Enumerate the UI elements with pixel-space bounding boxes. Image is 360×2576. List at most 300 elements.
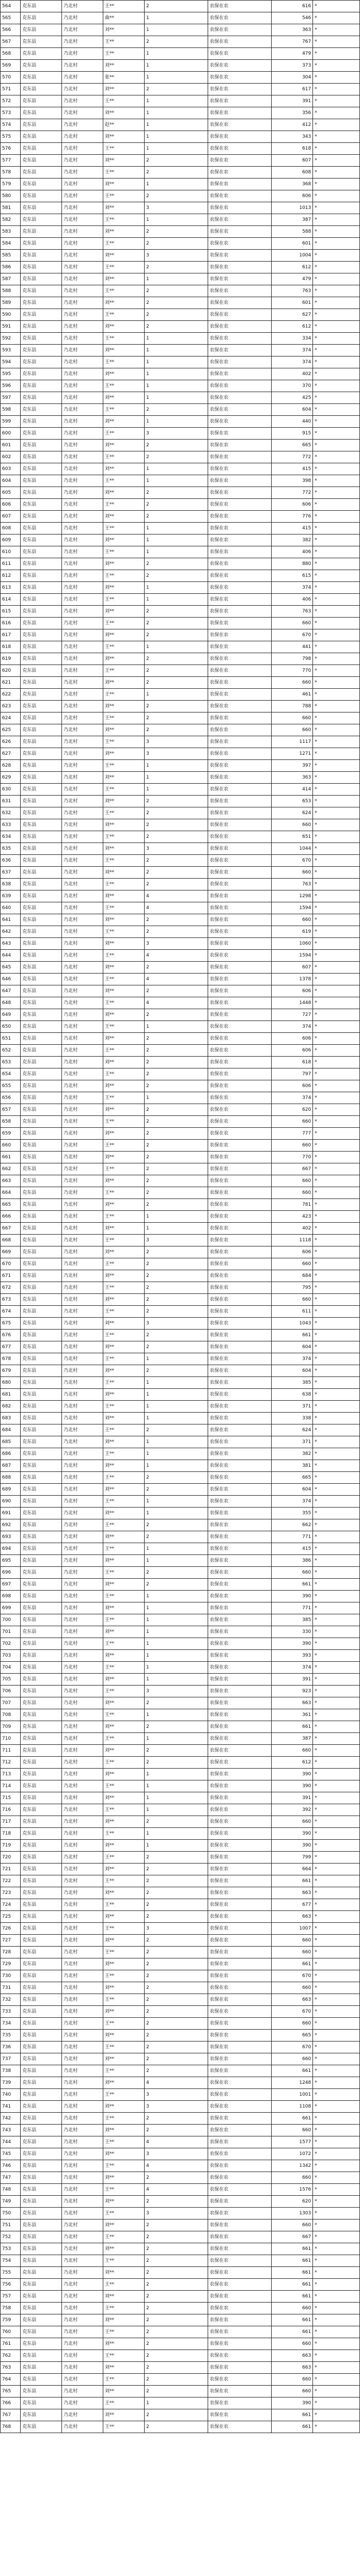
amount-cell: 363	[272, 24, 313, 36]
village-cell: 乃北村	[62, 1353, 103, 1365]
table-row	[1, 107, 360, 119]
table-row	[1, 1175, 360, 1187]
county-cell: 克东县	[21, 36, 62, 48]
type-cell: 农保在农	[208, 582, 272, 594]
people-cell: 2	[144, 2172, 208, 2184]
village-cell: 乃北村	[62, 167, 103, 179]
village-cell: 乃北村	[62, 262, 103, 273]
village-cell: 乃北村	[62, 143, 103, 155]
amount-cell: 670	[272, 1970, 313, 1982]
people-cell: 2	[144, 1852, 208, 1864]
row-index: 586	[1, 262, 21, 273]
type-cell: 农保在农	[208, 867, 272, 879]
table-row	[1, 285, 360, 297]
amount-cell: 665	[272, 1472, 313, 1484]
amount-cell: 660	[272, 2338, 313, 2350]
village-cell: 乃北村	[62, 1496, 103, 1508]
type-cell: 农保在农	[208, 380, 272, 392]
village-cell: 乃北村	[62, 1840, 103, 1852]
name-cell: 王**	[103, 1401, 145, 1413]
name-cell: 王**	[103, 309, 145, 321]
amount-cell: 546	[272, 12, 313, 24]
amount-cell: 660	[272, 819, 313, 831]
name-cell: 刘**	[103, 1413, 145, 1424]
county-cell: 克东县	[21, 2006, 62, 2018]
amount-cell: 670	[272, 629, 313, 641]
table-row	[1, 1377, 360, 1389]
type-cell: 农保在农	[208, 1543, 272, 1555]
note-cell: *	[313, 1567, 360, 1579]
type-cell: 农保在农	[208, 760, 272, 772]
village-cell: 乃北村	[62, 665, 103, 677]
amount-cell: 660	[272, 1187, 313, 1199]
people-cell: 1	[144, 273, 208, 285]
note-cell: *	[313, 2184, 360, 2196]
amount-cell: 660	[272, 1947, 313, 1958]
people-cell: 1	[144, 119, 208, 131]
row-index: 761	[1, 2338, 21, 2350]
type-cell: 农保在农	[208, 463, 272, 475]
table-row	[1, 511, 360, 523]
people-cell: 2	[144, 1970, 208, 1982]
note-cell: *	[313, 523, 360, 534]
row-index: 680	[1, 1377, 21, 1389]
note-cell: *	[313, 594, 360, 606]
village-cell: 乃北村	[62, 2314, 103, 2326]
people-cell: 2	[144, 1864, 208, 1875]
village-cell: 乃北村	[62, 2326, 103, 2338]
row-index: 611	[1, 558, 21, 570]
name-cell: 王**	[103, 1614, 145, 1626]
table-row	[1, 380, 360, 392]
amount-cell: 402	[272, 368, 313, 380]
note-cell: *	[313, 1068, 360, 1080]
table-row	[1, 463, 360, 475]
table-row	[1, 1413, 360, 1424]
type-cell: 农保在农	[208, 131, 272, 143]
table-row	[1, 1092, 360, 1104]
note-cell: *	[313, 1, 360, 12]
row-index: 643	[1, 938, 21, 950]
name-cell: 王**	[103, 1, 145, 12]
people-cell: 1	[144, 1496, 208, 1508]
county-cell: 克东县	[21, 1733, 62, 1745]
people-cell: 2	[144, 285, 208, 297]
amount-cell: 663	[272, 2362, 313, 2374]
note-cell: *	[313, 297, 360, 309]
row-index: 595	[1, 368, 21, 380]
county-cell: 克东县	[21, 1721, 62, 1733]
people-cell: 2	[144, 1152, 208, 1163]
type-cell: 农保在农	[208, 2350, 272, 2362]
name-cell: 王**	[103, 1567, 145, 1579]
name-cell: 王**	[103, 594, 145, 606]
note-cell: *	[313, 1591, 360, 1602]
row-index: 744	[1, 2136, 21, 2148]
village-cell: 乃北村	[62, 546, 103, 558]
village-cell: 乃北村	[62, 2089, 103, 2101]
row-index: 755	[1, 2267, 21, 2279]
table-row	[1, 1638, 360, 1650]
type-cell: 农保在农	[208, 1947, 272, 1958]
name-cell: 王**	[103, 1472, 145, 1484]
people-cell: 2	[144, 84, 208, 95]
type-cell: 农保在农	[208, 2184, 272, 2196]
row-index: 707	[1, 1697, 21, 1709]
county-cell: 克东县	[21, 558, 62, 570]
county-cell: 克东县	[21, 297, 62, 309]
note-cell: *	[313, 689, 360, 701]
table-row	[1, 1757, 360, 1769]
row-index: 756	[1, 2279, 21, 2291]
people-cell: 1	[144, 594, 208, 606]
type-cell: 农保在农	[208, 902, 272, 914]
people-cell: 2	[144, 1982, 208, 1994]
village-cell: 乃北村	[62, 1958, 103, 1970]
people-cell: 1	[144, 1626, 208, 1638]
table-row	[1, 2006, 360, 2018]
table-row	[1, 1543, 360, 1555]
table-row	[1, 1602, 360, 1614]
people-cell: 2	[144, 1045, 208, 1057]
village-cell: 乃北村	[62, 2291, 103, 2303]
table-row	[1, 1116, 360, 1128]
note-cell: *	[313, 736, 360, 748]
note-cell: *	[313, 1484, 360, 1496]
county-cell: 克东县	[21, 1852, 62, 1864]
name-cell: 刘**	[103, 1080, 145, 1092]
type-cell: 农保在农	[208, 1674, 272, 1686]
note-cell: *	[313, 155, 360, 167]
people-cell: 1	[144, 1211, 208, 1223]
note-cell: *	[313, 24, 360, 36]
row-index: 742	[1, 2113, 21, 2125]
amount-cell: 771	[272, 1602, 313, 1614]
note-cell: *	[313, 712, 360, 724]
note-cell: *	[313, 1780, 360, 1792]
people-cell: 1	[144, 1840, 208, 1852]
village-cell: 乃北村	[62, 309, 103, 321]
type-cell: 农保在农	[208, 1958, 272, 1970]
name-cell: 王**	[103, 1709, 145, 1721]
county-cell: 克东县	[21, 451, 62, 463]
name-cell: 王**	[103, 1638, 145, 1650]
row-index: 741	[1, 2101, 21, 2113]
village-cell: 乃北村	[62, 119, 103, 131]
note-cell: *	[313, 618, 360, 629]
amount-cell: 660	[272, 1140, 313, 1152]
note-cell: *	[313, 629, 360, 641]
note-cell: *	[313, 2113, 360, 2125]
village-cell: 乃北村	[62, 1199, 103, 1211]
county-cell: 克东县	[21, 2397, 62, 2409]
note-cell: *	[313, 1258, 360, 1270]
county-cell: 克东县	[21, 1602, 62, 1614]
amount-cell: 797	[272, 1068, 313, 1080]
amount-cell: 392	[272, 1804, 313, 1816]
table-row	[1, 1745, 360, 1757]
table-row	[1, 451, 360, 463]
note-cell: *	[313, 60, 360, 72]
row-index: 714	[1, 1780, 21, 1792]
note-cell: *	[313, 2196, 360, 2208]
note-cell: *	[313, 1496, 360, 1508]
table-row	[1, 1436, 360, 1448]
name-cell: 刘**	[103, 511, 145, 523]
table-row	[1, 2208, 360, 2219]
note-cell: *	[313, 1282, 360, 1294]
village-cell: 乃北村	[62, 2077, 103, 2089]
table-row	[1, 1306, 360, 1318]
people-cell: 2	[144, 2231, 208, 2243]
people-cell: 1	[144, 1508, 208, 1519]
village-cell: 乃北村	[62, 2125, 103, 2136]
village-cell: 乃北村	[62, 1828, 103, 1840]
row-index: 689	[1, 1484, 21, 1496]
village-cell: 乃北村	[62, 2243, 103, 2255]
type-cell: 农保在农	[208, 1318, 272, 1330]
people-cell: 2	[144, 1258, 208, 1270]
county-cell: 克东县	[21, 1757, 62, 1769]
row-index: 565	[1, 12, 21, 24]
name-cell: 王**	[103, 1258, 145, 1270]
village-cell: 乃北村	[62, 2397, 103, 2409]
people-cell: 2	[144, 570, 208, 582]
amount-cell: 604	[272, 1484, 313, 1496]
note-cell: *	[313, 796, 360, 807]
type-cell: 农保在农	[208, 1330, 272, 1341]
county-cell: 克东县	[21, 689, 62, 701]
table-row	[1, 1294, 360, 1306]
people-cell: 1	[144, 1804, 208, 1816]
type-cell: 农保在农	[208, 950, 272, 962]
type-cell: 农保在农	[208, 1875, 272, 1887]
row-index: 672	[1, 1282, 21, 1294]
row-index: 716	[1, 1804, 21, 1816]
type-cell: 农保在农	[208, 1614, 272, 1626]
note-cell: *	[313, 72, 360, 84]
county-cell: 克东县	[21, 1626, 62, 1638]
note-cell: *	[313, 357, 360, 368]
people-cell: 3	[144, 250, 208, 262]
village-cell: 乃北村	[62, 1104, 103, 1116]
table-row	[1, 2042, 360, 2053]
note-cell: *	[313, 1733, 360, 1745]
note-cell: *	[313, 2219, 360, 2231]
table-row	[1, 2291, 360, 2303]
table-row	[1, 606, 360, 618]
type-cell: 农保在农	[208, 926, 272, 938]
row-index: 713	[1, 1769, 21, 1780]
type-cell: 农保在农	[208, 1294, 272, 1306]
row-index: 676	[1, 1330, 21, 1341]
amount-cell: 385	[272, 1377, 313, 1389]
people-cell: 1	[144, 1223, 208, 1235]
table-row	[1, 1401, 360, 1413]
table-row	[1, 297, 360, 309]
name-cell: 王**	[103, 2303, 145, 2314]
table-row	[1, 368, 360, 380]
amount-cell: 1013	[272, 202, 313, 214]
note-cell: *	[313, 1638, 360, 1650]
note-cell: *	[313, 463, 360, 475]
people-cell: 1	[144, 1828, 208, 1840]
village-cell: 乃北村	[62, 48, 103, 60]
type-cell: 农保在农	[208, 2077, 272, 2089]
village-cell: 乃北村	[62, 748, 103, 760]
village-cell: 乃北村	[62, 1068, 103, 1080]
name-cell: 王**	[103, 974, 145, 985]
type-cell: 农保在农	[208, 1662, 272, 1674]
amount-cell: 393	[272, 1650, 313, 1662]
row-index: 751	[1, 2219, 21, 2231]
table-row	[1, 487, 360, 499]
row-index: 678	[1, 1353, 21, 1365]
note-cell: *	[313, 167, 360, 179]
county-cell: 克东县	[21, 1531, 62, 1543]
county-cell: 克东县	[21, 2172, 62, 2184]
row-index: 628	[1, 760, 21, 772]
village-cell: 乃北村	[62, 1650, 103, 1662]
people-cell: 1	[144, 1780, 208, 1792]
table-row	[1, 1, 360, 12]
name-cell: 刘**	[103, 1246, 145, 1258]
people-cell: 3	[144, 2148, 208, 2160]
type-cell: 农保在农	[208, 487, 272, 499]
amount-cell: 620	[272, 2196, 313, 2208]
table-row	[1, 2065, 360, 2077]
county-cell: 克东县	[21, 511, 62, 523]
note-cell: *	[313, 2101, 360, 2113]
table-row	[1, 1650, 360, 1662]
people-cell: 2	[144, 2303, 208, 2314]
county-cell: 克东县	[21, 1709, 62, 1721]
row-index: 702	[1, 1638, 21, 1650]
village-cell: 乃北村	[62, 1092, 103, 1104]
row-index: 660	[1, 1140, 21, 1152]
village-cell: 乃北村	[62, 1662, 103, 1674]
people-cell: 1	[144, 689, 208, 701]
name-cell: 刘**	[103, 677, 145, 689]
village-cell: 乃北村	[62, 404, 103, 416]
row-index: 570	[1, 72, 21, 84]
county-cell: 克东县	[21, 2219, 62, 2231]
people-cell: 2	[144, 1116, 208, 1128]
note-cell: *	[313, 558, 360, 570]
people-cell: 1	[144, 1602, 208, 1614]
row-index: 630	[1, 784, 21, 796]
people-cell: 3	[144, 202, 208, 214]
county-cell: 克东县	[21, 1923, 62, 1935]
name-cell: 王**	[103, 48, 145, 60]
county-cell: 克东县	[21, 475, 62, 487]
table-row	[1, 179, 360, 190]
type-cell: 农保在农	[208, 712, 272, 724]
village-cell: 乃北村	[62, 463, 103, 475]
village-cell: 乃北村	[62, 1318, 103, 1330]
amount-cell: 660	[272, 1982, 313, 1994]
county-cell: 克东县	[21, 1199, 62, 1211]
type-cell: 农保在农	[208, 736, 272, 748]
amount-cell: 617	[272, 84, 313, 95]
people-cell: 1	[144, 357, 208, 368]
table-row	[1, 2136, 360, 2148]
amount-cell: 767	[272, 36, 313, 48]
amount-cell: 1576	[272, 2184, 313, 2196]
village-cell: 乃北村	[62, 1365, 103, 1377]
type-cell: 农保在农	[208, 1721, 272, 1733]
village-cell: 乃北村	[62, 202, 103, 214]
amount-cell: 1007	[272, 1923, 313, 1935]
people-cell: 2	[144, 629, 208, 641]
row-index: 594	[1, 357, 21, 368]
amount-cell: 612	[272, 321, 313, 333]
table-row	[1, 238, 360, 250]
table-row	[1, 36, 360, 48]
people-cell: 1	[144, 784, 208, 796]
note-cell: *	[313, 997, 360, 1009]
people-cell: 2	[144, 404, 208, 416]
note-cell: *	[313, 1353, 360, 1365]
table-row	[1, 131, 360, 143]
name-cell: 王**	[103, 2255, 145, 2267]
type-cell: 农保在农	[208, 440, 272, 451]
note-cell: *	[313, 2160, 360, 2172]
type-cell: 农保在农	[208, 796, 272, 807]
note-cell: *	[313, 428, 360, 440]
name-cell: 刘**	[103, 2172, 145, 2184]
county-cell: 克东县	[21, 701, 62, 712]
people-cell: 2	[144, 1816, 208, 1828]
row-index: 580	[1, 190, 21, 202]
village-cell: 乃北村	[62, 2184, 103, 2196]
village-cell: 乃北村	[62, 1021, 103, 1033]
type-cell: 农保在农	[208, 618, 272, 629]
table-row	[1, 784, 360, 796]
people-cell: 1	[144, 534, 208, 546]
row-index: 759	[1, 2314, 21, 2326]
people-cell: 2	[144, 1472, 208, 1484]
amount-cell: 661	[272, 2243, 313, 2255]
county-cell: 克东县	[21, 345, 62, 357]
type-cell: 农保在农	[208, 2065, 272, 2077]
county-cell: 克东县	[21, 321, 62, 333]
village-cell: 乃北村	[62, 1436, 103, 1448]
type-cell: 农保在农	[208, 701, 272, 712]
type-cell: 农保在农	[208, 1009, 272, 1021]
type-cell: 农保在农	[208, 1341, 272, 1353]
type-cell: 农保在农	[208, 534, 272, 546]
row-index: 627	[1, 748, 21, 760]
table-row	[1, 12, 360, 24]
amount-cell: 601	[272, 297, 313, 309]
type-cell: 农保在农	[208, 1650, 272, 1662]
note-cell: *	[313, 2172, 360, 2184]
county-cell: 克东县	[21, 523, 62, 534]
note-cell: *	[313, 416, 360, 428]
county-cell: 克东县	[21, 997, 62, 1009]
village-cell: 乃北村	[62, 1258, 103, 1270]
county-cell: 克东县	[21, 2208, 62, 2219]
note-cell: *	[313, 1721, 360, 1733]
table-row	[1, 890, 360, 902]
type-cell: 农保在农	[208, 843, 272, 855]
amount-cell: 1001	[272, 2089, 313, 2101]
village-cell: 乃北村	[62, 2148, 103, 2160]
note-cell: *	[313, 1235, 360, 1246]
people-cell: 2	[144, 190, 208, 202]
county-cell: 克东县	[21, 807, 62, 819]
